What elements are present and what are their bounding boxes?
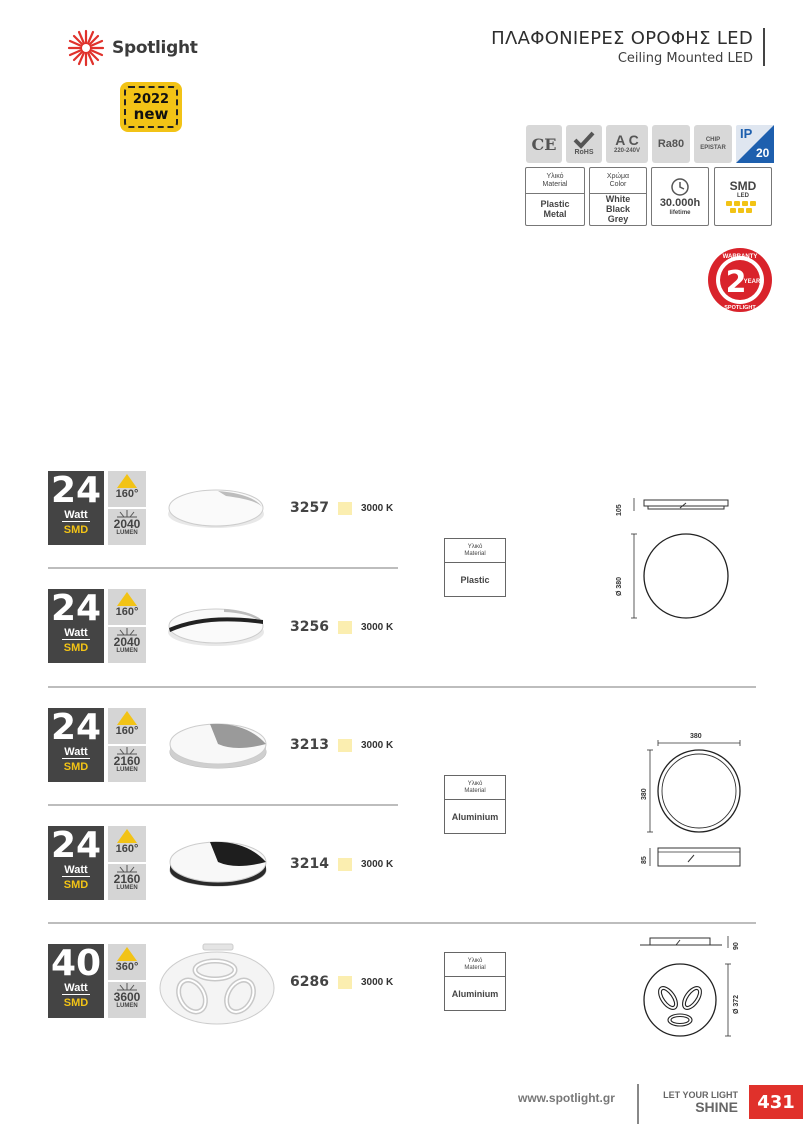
material-head-en: Material (464, 964, 486, 971)
wattage-value: 24 (50, 707, 102, 748)
material-value: Aluminium (451, 988, 499, 999)
color-temperature: 3000 K (361, 503, 394, 514)
material-head-gr: Υλικό (467, 780, 483, 787)
material-head-en: Material (464, 787, 486, 794)
svg-text:2: 2 (725, 265, 747, 300)
warranty-seal-icon (706, 246, 774, 314)
material-box (444, 952, 506, 1011)
product-code: 3257 (290, 500, 329, 516)
svg-text:SPOTLIGHT: SPOTLIGHT (724, 305, 756, 311)
beam-angle-icon (116, 473, 138, 489)
ip-label: IP (740, 126, 753, 141)
chip-icon (694, 125, 732, 163)
dim-diameter-1: Ø 380 (616, 576, 623, 596)
beam-angle-badge (108, 471, 146, 507)
color-temp-swatch (338, 739, 352, 752)
lumen-value: 2160 (113, 754, 141, 768)
new-2022-badge (120, 82, 182, 132)
lumen-badge (108, 864, 146, 900)
wattage-unit: Watt (64, 982, 88, 994)
wattage-badge (48, 944, 104, 1018)
material-box (444, 775, 506, 834)
title-english: Ceiling Mounted LED (617, 51, 753, 66)
warranty-badge (706, 246, 774, 314)
cri-icon (652, 125, 690, 163)
footer-divider (637, 1084, 639, 1124)
beam-angle-value: 160° (115, 843, 139, 855)
brand-logo (66, 28, 216, 68)
chip-value: EPISTAR (700, 145, 726, 151)
material-head-gr: Υλικό (467, 957, 483, 964)
lumen-label: LUMEN (116, 885, 138, 891)
ra-label: Ra80 (657, 138, 685, 150)
technical-drawing-3 (636, 932, 746, 1044)
chip-label: CHIP (705, 137, 721, 143)
lumen-value: 2040 (113, 517, 141, 531)
dim-diameter-3: Ø 372 (733, 994, 740, 1014)
smd-label: SMD (729, 178, 757, 193)
color-temperature: 3000 K (361, 740, 394, 751)
slogan-line-2: SHINE (695, 1099, 738, 1115)
material-val-2: Metal (543, 209, 567, 219)
dim-height-1: 105 (616, 504, 623, 516)
wattage-unit: Watt (64, 627, 88, 639)
led-type: SMD (63, 642, 89, 654)
material-head-gr: Υλικό (546, 172, 564, 180)
rohs-label: RoHS (574, 149, 594, 156)
color-temp-swatch (338, 502, 352, 515)
badge-label: new (133, 105, 169, 123)
beam-angle-value: 160° (115, 488, 139, 500)
product-image-3214 (166, 834, 270, 890)
product-code: 3214 (290, 856, 329, 872)
color-head-en: Color (609, 180, 627, 188)
wattage-value: 24 (50, 825, 102, 866)
technical-drawing-2 (636, 736, 746, 871)
product-code: 3213 (290, 737, 329, 753)
lumen-badge (108, 627, 146, 663)
product-image-6286 (158, 942, 276, 1028)
material-head-gr: Υλικό (467, 543, 483, 550)
smd-sub: LED (737, 192, 749, 199)
website-link[interactable]: www.spotlight.gr (518, 1091, 615, 1105)
beam-angle-icon (116, 710, 138, 726)
lumen-value: 3600 (113, 990, 141, 1004)
slogan-line-1: LET YOUR LIGHT (663, 1090, 738, 1100)
color-spec-box (589, 167, 647, 226)
lumen-label: LUMEN (116, 1003, 138, 1009)
material-spec-box (525, 167, 585, 226)
check-icon (573, 131, 595, 149)
color-temp-swatch (338, 976, 352, 989)
color-val-2: Black (605, 204, 631, 214)
dim-width-2: 380 (690, 733, 702, 740)
lumen-badge (108, 982, 146, 1018)
led-chips-icon (724, 200, 762, 214)
ip-rating-icon (736, 125, 774, 163)
ac-label: A C (615, 132, 639, 148)
clock-icon (670, 177, 690, 197)
wattage-badge (48, 471, 104, 545)
wattage-value: 24 (50, 470, 102, 511)
lifetime-label: lifetime (669, 209, 691, 216)
title-greek: ΠΛΑΦΟΝΙΕΡΕΣ ΟΡΟΦΗΣ LED (491, 28, 753, 49)
product-image-3213 (166, 716, 270, 772)
rohs-icon (566, 125, 602, 163)
brand-name: Spotlight (112, 38, 198, 58)
row-divider (48, 567, 398, 569)
lifetime-spec-box (651, 167, 709, 226)
beam-angle-value: 360° (115, 961, 139, 973)
led-type: SMD (63, 997, 89, 1009)
beam-angle-badge (108, 589, 146, 625)
material-box (444, 538, 506, 597)
row-divider (48, 804, 398, 806)
wattage-badge (48, 826, 104, 900)
lumen-value: 2040 (113, 635, 141, 649)
starburst-icon (66, 28, 106, 68)
lifetime-value: 30.000h (659, 196, 701, 209)
badge-year: 2022 (132, 92, 170, 107)
section-divider (48, 686, 756, 688)
ip-value: 20 (756, 146, 770, 160)
wattage-badge (48, 589, 104, 663)
material-value: Aluminium (451, 811, 499, 822)
color-val-1: White (605, 194, 631, 204)
product-image-3256 (166, 604, 266, 648)
lumen-badge (108, 509, 146, 545)
beam-angle-value: 160° (115, 606, 139, 618)
wattage-unit: Watt (64, 509, 88, 521)
led-type: SMD (63, 761, 89, 773)
color-temperature: 3000 K (361, 622, 394, 633)
dim-height-2: 85 (641, 856, 648, 864)
product-code: 3256 (290, 619, 329, 635)
color-temp-swatch (338, 858, 352, 871)
wattage-value: 40 (50, 943, 102, 984)
product-code: 6286 (290, 974, 329, 990)
color-temperature: 3000 K (361, 977, 394, 988)
wattage-value: 24 (50, 588, 102, 629)
ac-voltage-icon (606, 125, 648, 163)
lumen-label: LUMEN (116, 530, 138, 536)
wattage-badge (48, 708, 104, 782)
section-divider (48, 922, 756, 924)
material-head-en: Material (464, 550, 486, 557)
led-type: SMD (63, 524, 89, 536)
product-image-3257 (166, 486, 266, 530)
material-value: Plastic (460, 574, 490, 585)
beam-angle-badge (108, 944, 146, 980)
color-head-gr: Χρώμα (606, 172, 630, 180)
footer-slogan (654, 1090, 738, 1115)
ac-range: 220-240V (613, 148, 641, 154)
wattage-unit: Watt (64, 864, 88, 876)
svg-text:YEAR: YEAR (743, 279, 761, 285)
beam-angle-icon (116, 591, 138, 607)
beam-angle-icon (116, 828, 138, 844)
color-temp-swatch (338, 621, 352, 634)
ce-label: CE (531, 134, 557, 154)
color-temperature: 3000 K (361, 859, 394, 870)
beam-angle-badge (108, 826, 146, 862)
smd-led-spec-box (714, 167, 772, 226)
technical-drawing-1 (610, 494, 740, 629)
lumen-label: LUMEN (116, 767, 138, 773)
color-val-3: Grey (607, 214, 629, 224)
page-number: 431 (749, 1085, 803, 1119)
page-title (491, 28, 765, 66)
lumen-label: LUMEN (116, 648, 138, 654)
beam-angle-value: 160° (115, 725, 139, 737)
led-type: SMD (63, 879, 89, 891)
ce-icon (526, 125, 562, 163)
beam-angle-badge (108, 708, 146, 744)
svg-text:WARRANTY: WARRANTY (722, 254, 758, 260)
dim-height-3: 90 (733, 942, 740, 950)
beam-angle-icon (116, 946, 138, 962)
lumen-value: 2160 (113, 872, 141, 886)
material-val-1: Plastic (540, 199, 570, 209)
wattage-unit: Watt (64, 746, 88, 758)
dim-depth-2: 380 (641, 788, 648, 800)
material-head-en: Material (542, 180, 568, 188)
lumen-badge (108, 746, 146, 782)
